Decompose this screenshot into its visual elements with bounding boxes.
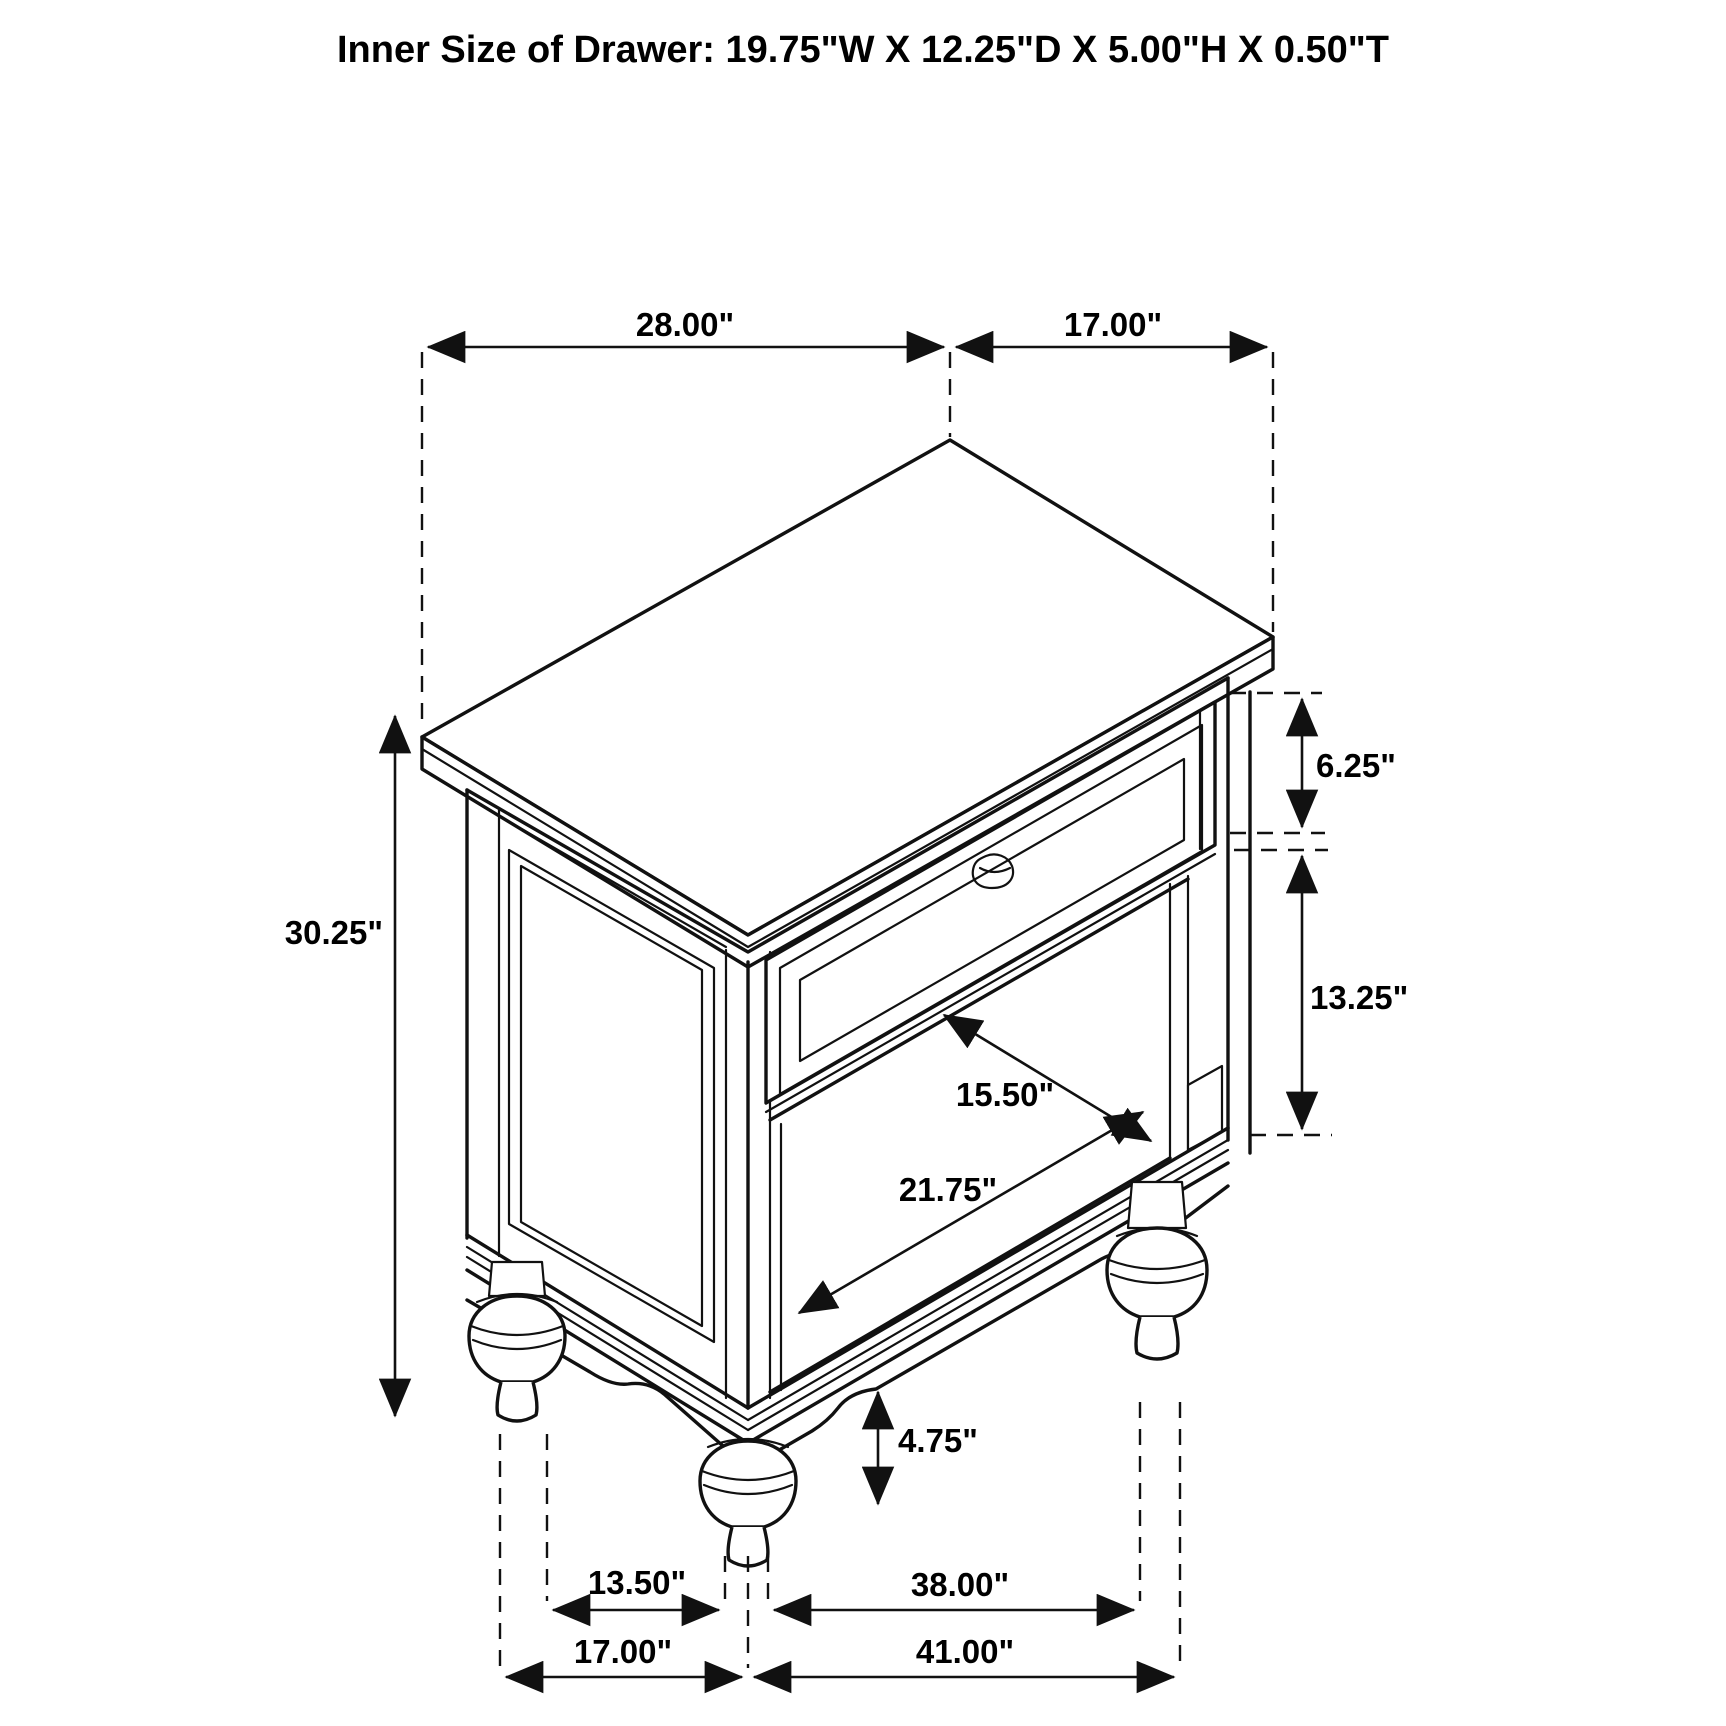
right-leg-block xyxy=(1128,1182,1186,1228)
left-panel-inner xyxy=(521,866,702,1326)
center-leg xyxy=(700,1439,796,1566)
label-span-41: 41.00" xyxy=(915,1633,1015,1670)
right-stile-bevel-return xyxy=(1188,1066,1222,1150)
left-leg-bun xyxy=(469,1296,565,1382)
label-span-38: 38.00" xyxy=(910,1566,1010,1603)
right-leg-foot xyxy=(1136,1317,1178,1359)
label-top-width: 28.00" xyxy=(635,306,735,343)
left-leg-foot xyxy=(497,1382,537,1421)
nightstand-drawing xyxy=(422,440,1273,1566)
label-opening-depth: 15.50" xyxy=(955,1076,1055,1113)
right-leg xyxy=(1107,1182,1207,1359)
label-drawer-height: 6.25" xyxy=(1316,747,1396,784)
label-opening-width: 21.75" xyxy=(898,1171,998,1208)
left-leg-block xyxy=(489,1262,545,1296)
right-leg-bun xyxy=(1107,1228,1207,1317)
page-title: Inner Size of Drawer: 19.75"W X 12.25"D X 5.00"H X 0.50"T xyxy=(336,29,1390,71)
label-opening-height: 13.25" xyxy=(1310,979,1409,1016)
label-span-17: 17.00" xyxy=(573,1633,673,1670)
label-top-depth: 17.00" xyxy=(1063,306,1163,343)
center-leg-bun xyxy=(700,1441,796,1527)
label-front-legs-span: 13.50" xyxy=(587,1564,687,1601)
dim-opening-width xyxy=(799,1112,1143,1313)
label-overall-height: 30.25" xyxy=(284,914,383,951)
label-leg-height: 4.75" xyxy=(898,1422,978,1459)
